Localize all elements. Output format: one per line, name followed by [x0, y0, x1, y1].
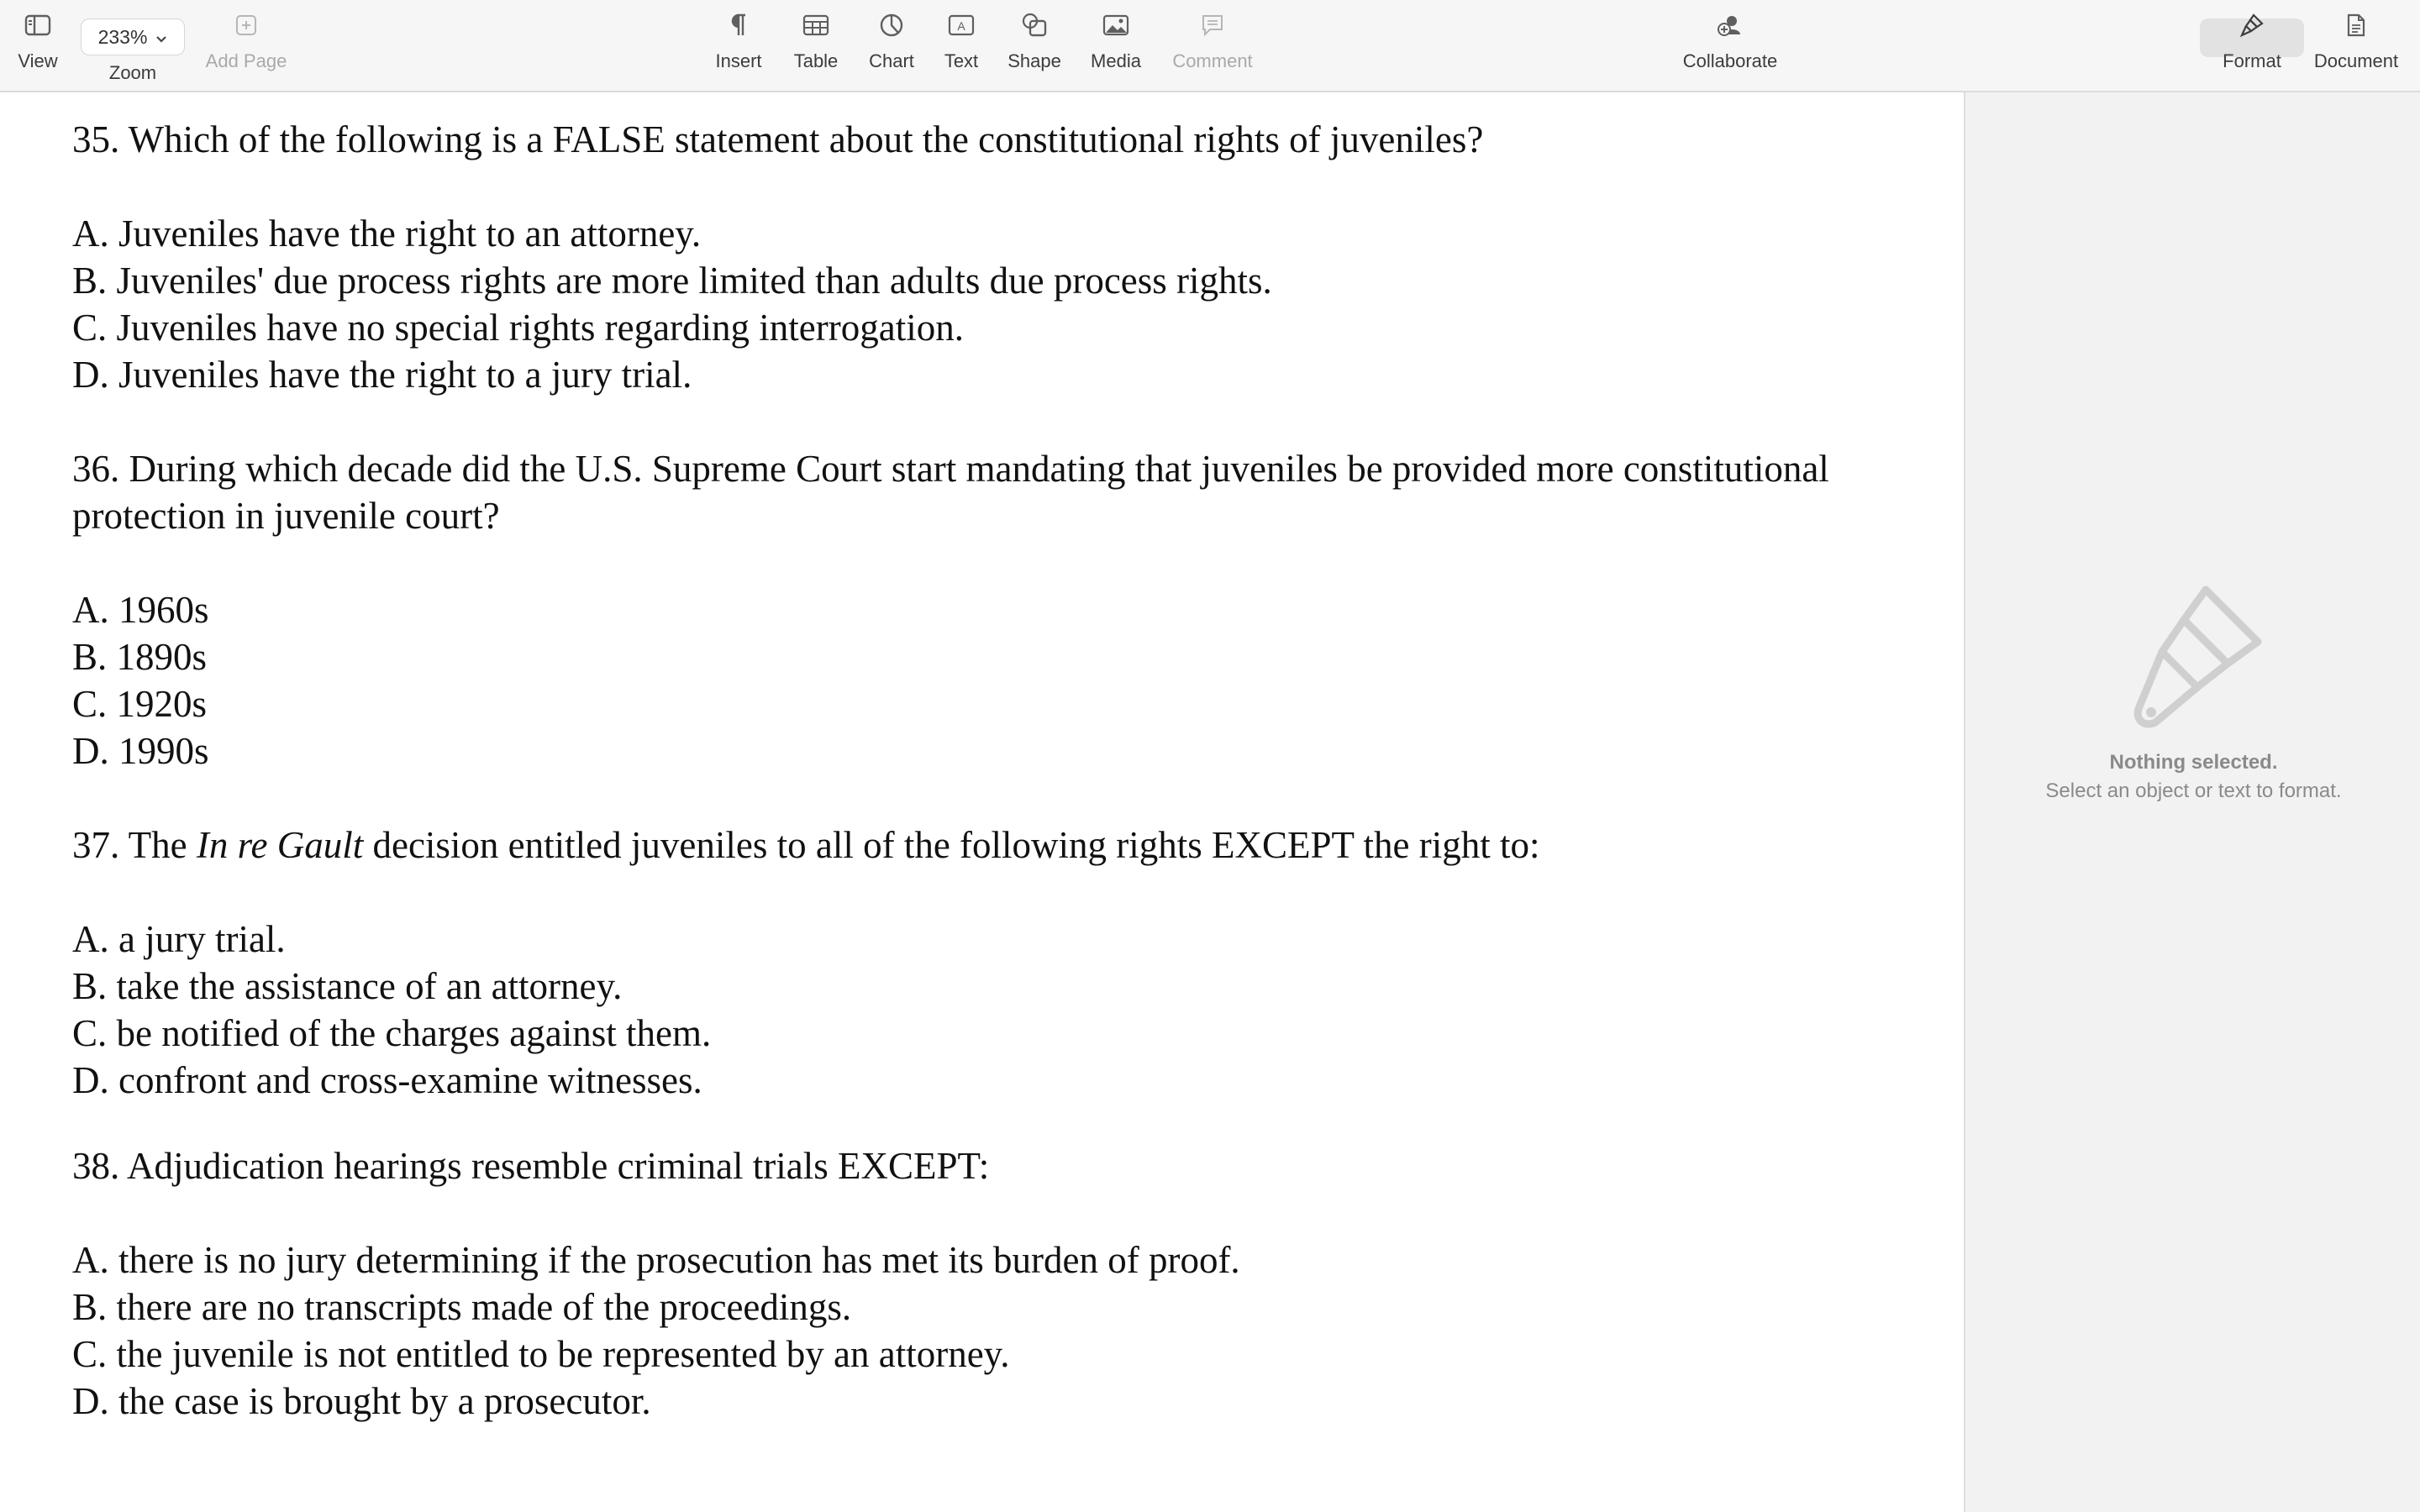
zoom-label: Zoom: [108, 62, 157, 83]
comment-icon: [1200, 0, 1225, 50]
text-label: Text: [944, 50, 979, 71]
shape-icon: [1021, 0, 1048, 50]
comment-label: Comment: [1172, 50, 1253, 71]
q38-option-b: B. there are no transcripts made of the proceedings.: [72, 1286, 852, 1328]
insert-button[interactable]: [711, 0, 766, 91]
shape-label: Shape: [1007, 50, 1061, 71]
q36-option-c: C. 1920s: [72, 683, 208, 725]
sidebar-toggle-icon: [24, 0, 51, 50]
media-label: Media: [1091, 50, 1141, 71]
q38-option-d: D. the case is brought by a prosecutor.: [72, 1380, 651, 1422]
question-36-line2: protection in juvenile court?: [72, 495, 500, 537]
chart-button[interactable]: [865, 0, 918, 91]
document-button[interactable]: [2311, 0, 2402, 91]
q36-option-a: A. 1960s: [72, 589, 209, 631]
chart-icon: [879, 0, 904, 50]
question-36-line1: 36. During which decade did the U.S. Supreme Court start mandating that juveniles be provided more constitutional: [72, 448, 1829, 490]
chevron-down-icon: [155, 26, 167, 49]
q38-option-c: C. the juvenile is not entitled to be represented by an attorney.: [72, 1333, 1010, 1375]
q35-option-a: A. Juveniles have the right to an attorney.: [72, 213, 702, 255]
format-sidebar: [1964, 92, 2420, 1512]
text-box-icon: [948, 0, 975, 50]
format-button[interactable]: [2215, 0, 2289, 91]
add-page-icon: [235, 0, 257, 50]
zoom-control[interactable]: [81, 0, 185, 91]
zoom-value: 233%: [97, 25, 148, 48]
q37-option-c: C. be notified of the charges against them.: [72, 1012, 712, 1054]
collaborate-button[interactable]: [1677, 0, 1783, 91]
q37-suffix: decision entitled juveniles to all of the following rights EXCEPT the right to:: [363, 824, 1540, 866]
chart-label: Chart: [869, 50, 914, 71]
q38-option-a: A. there is no jury determining if the prosecution has met its burden of proof.: [72, 1239, 1240, 1281]
nothing-selected-subtitle: Select an object or text to format.: [2045, 780, 2342, 802]
table-button[interactable]: [790, 0, 842, 91]
question-35: 35. Which of the following is a FALSE statement about the constitutional rights of juveniles?: [72, 118, 1484, 160]
table-label: Table: [793, 50, 839, 71]
add-page-label: Add Page: [205, 50, 287, 71]
media-icon: [1102, 0, 1129, 50]
format-label: Format: [2223, 50, 2281, 71]
q35-option-c: C. Juveniles have no special rights regarding interrogation.: [72, 307, 964, 349]
insert-label: Insert: [715, 50, 762, 71]
shape-button[interactable]: [1005, 0, 1064, 91]
svg-text:A: A: [957, 19, 965, 33]
q37-option-b: B. take the assistance of an attorney.: [72, 965, 623, 1007]
q36-option-b: B. 1890s: [72, 636, 208, 678]
paintbrush-icon: [2239, 0, 2265, 50]
q35-option-b: B. Juveniles' due process rights are more limited than adults due process rights.: [72, 260, 1272, 302]
question-38: 38. Adjudication hearings resemble criminal trials EXCEPT:: [72, 1145, 990, 1187]
media-button[interactable]: [1087, 0, 1144, 91]
question-37: [72, 822, 1921, 869]
document-label: Document: [2313, 50, 2399, 71]
view-button[interactable]: [12, 0, 64, 91]
view-label: View: [18, 50, 58, 71]
nothing-selected-title: Nothing selected.: [2109, 751, 2278, 774]
pilcrow-icon: [729, 0, 749, 50]
document-icon: [2346, 0, 2366, 50]
q37-case-name: In re Gault: [196, 824, 364, 866]
collaborate-icon: [1716, 0, 1744, 50]
table-icon: [802, 0, 829, 50]
q36-option-d: D. 1990s: [72, 730, 209, 772]
q37-prefix: 37. The: [72, 824, 197, 866]
collaborate-label: Collaborate: [1682, 50, 1778, 71]
add-page-button[interactable]: [202, 0, 291, 91]
text-button[interactable]: [938, 0, 985, 91]
zoom-select[interactable]: [81, 18, 185, 55]
document-canvas[interactable]: [0, 92, 1964, 1512]
comment-button[interactable]: [1168, 0, 1257, 91]
q37-option-d: D. confront and cross-examine witnesses.: [72, 1059, 702, 1101]
q37-option-a: A. a jury trial.: [72, 918, 286, 960]
paintbrush-icon: [2125, 583, 2268, 734]
toolbar: [0, 0, 2420, 92]
q35-option-d: D. Juveniles have the right to a jury trial.: [72, 354, 692, 396]
document-body[interactable]: [72, 116, 1921, 1425]
